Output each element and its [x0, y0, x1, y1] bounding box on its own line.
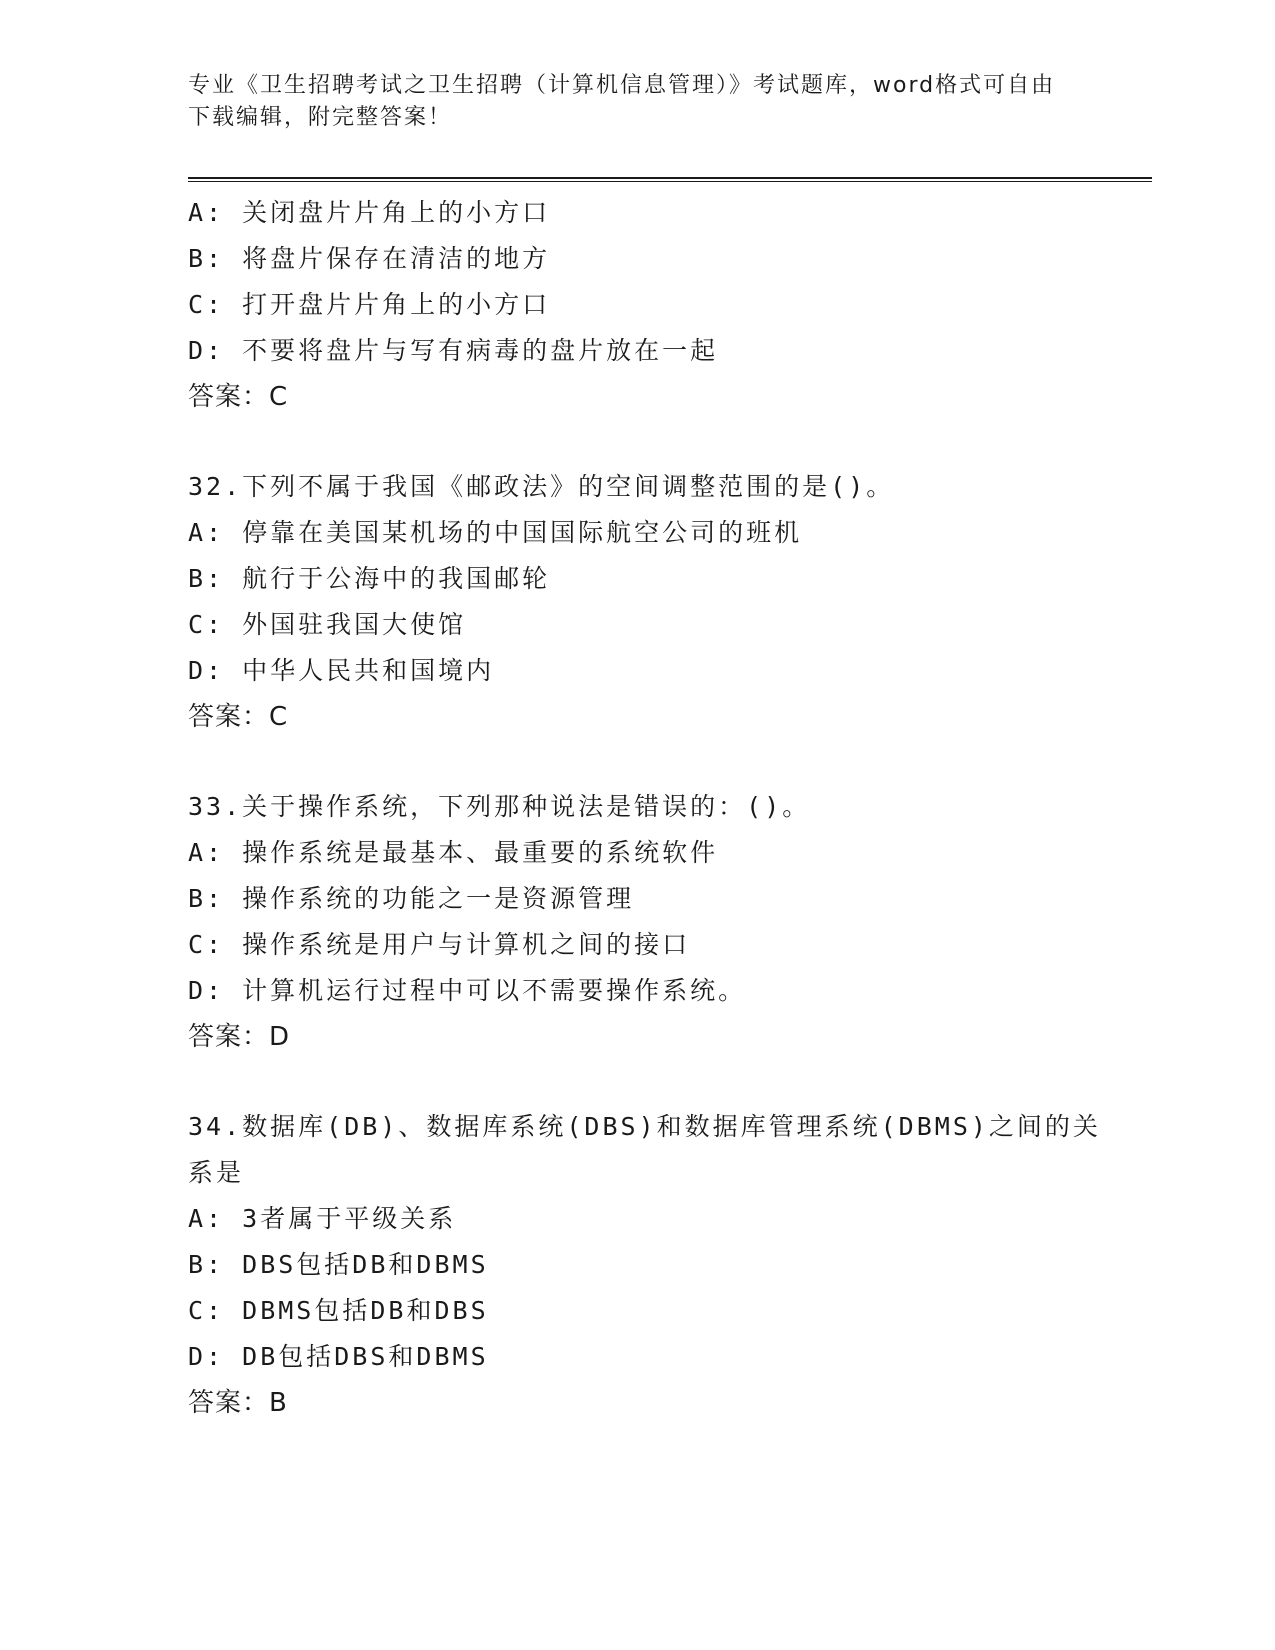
option-a: A: 关闭盘片片角上的小方口: [188, 198, 551, 227]
question-text: 33.关于操作系统，下列那种说法是错误的：()。: [188, 792, 811, 821]
spacer: [188, 740, 1068, 784]
option-c: C: 打开盘片片角上的小方口: [188, 290, 551, 319]
option-d: D: 计算机运行过程中可以不需要操作系统。: [188, 976, 747, 1005]
answer-line: 答案：C: [188, 702, 289, 732]
answer-line: 答案：D: [188, 1022, 291, 1052]
option-d: D: DB包括DBS和DBMS: [188, 1342, 489, 1371]
question-text-line-2: 系是: [188, 1158, 245, 1187]
option-d: D: 中华人民共和国境内: [188, 656, 495, 685]
option-d: D: 不要将盘片与写有病毒的盘片放在一起: [188, 336, 719, 365]
answer-line: 答案：B: [188, 1388, 288, 1418]
option-b: B: 操作系统的功能之一是资源管理: [188, 884, 635, 913]
spacer: [188, 420, 1068, 464]
option-b: B: 将盘片保存在清洁的地方: [188, 244, 551, 273]
option-a: A: 操作系统是最基本、最重要的系统软件: [188, 838, 719, 867]
question-block: [188, 190, 1068, 420]
question-text: 32.下列不属于我国《邮政法》的空间调整范围的是()。: [188, 472, 895, 501]
question-block: [188, 464, 1068, 740]
spacer: [188, 1060, 1068, 1104]
document-header: [188, 70, 1068, 134]
question-block: [188, 784, 1068, 1060]
option-c: C: DBMS包括DB和DBS: [188, 1296, 489, 1325]
option-a: A: 3者属于平级关系: [188, 1204, 457, 1233]
answer-line: 答案：C: [188, 382, 289, 412]
option-b: B: 航行于公海中的我国邮轮: [188, 564, 551, 593]
question-list: [188, 190, 1101, 1426]
option-c: C: 操作系统是用户与计算机之间的接口: [188, 930, 691, 959]
question-block: [188, 1104, 1101, 1426]
option-c: C: 外国驻我国大使馆: [188, 610, 467, 639]
option-a: A: 停靠在美国某机场的中国国际航空公司的班机: [188, 518, 803, 547]
header-text: 专业《卫生招聘考试之卫生招聘（计算机信息管理）》考试题库，word格式可自由下载编辑，附完整答案！: [188, 73, 1056, 130]
header-divider: [188, 177, 1152, 182]
question-text-line-1: 34.数据库(DB)、数据库系统(DBS)和数据库管理系统(DBMS)之间的关: [188, 1112, 1101, 1141]
option-b: B: DBS包括DB和DBMS: [188, 1250, 489, 1279]
